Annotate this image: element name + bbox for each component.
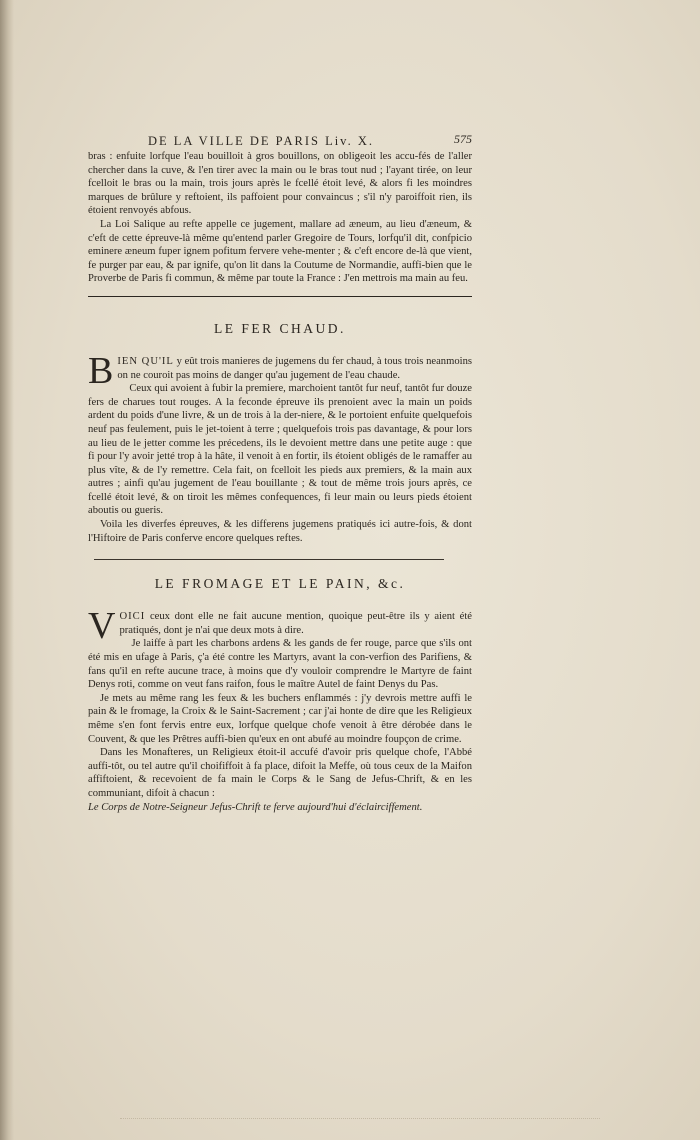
fromage-paragraph-3: Je mets au même rang les feux & les buchers enflammés : j'y devrois mettre auffi le pain & le fromage, la Croix & le Saint-Sacrement ; car j'ai honte de dire que les Religieux même s'en font fervis entre eux, lorfque quelque chofe venoit à être dérobée dans le Couvent, & que les Prêtres auffi-bien qu'eux en ont abufé au moindre foupçon de crime. [88,692,472,745]
text-block [88,128,472,814]
page-number: 575 [454,132,472,146]
drop-cap-b: B [88,349,114,392]
fromage-paragraph-4: Dans les Monafteres, un Religieux étoit-il accufé d'avoir pris quelque chofe, l'Abbé auffi-tôt, ou tel autre qu'il choififfoit à fa place, difoit la Meffe, où tous ceux de la Maifon affiftoient, & recevoient de fa main le Corps & le Sang de Jefus-Chrift, & en les communiant, difoit à chacun : [88,747,472,799]
drop-cap-v: V [88,605,116,648]
lead-capitals: OICI [119,611,146,623]
fer-chaud-paragraph-3: Voila les diverfes épreuves, & les differens jugemens pratiqués ici autre-fois, & dont l'Hiftoire de Paris conferve encore quelques reftes. [88,519,472,544]
fromage-closing-line: Le Corps de Notre-Seigneur Jefus-Chrift te ferve aujourd'hui d'éclairciffement. [88,801,423,813]
running-head-title: DE LA VILLE DE PARIS Liv. X. [148,134,375,148]
page-bottom-edge [120,1118,600,1129]
fromage-paragraph-2: Je laiffe à part les charbons ardens & les gands de fer rouge, parce que s'ils ont été mis en ufage à Paris, ç'a été contre les Martyrs, avant la con-verfion des Parifiens, & fans qu'il en refte aucune trace, à moins que d'y vouloir comprendre le Martyre de faint Denys roti, comme on veut fans raifon, fous le maître Autel de faint Denys du Pas. [88,638,472,691]
lead-text: ceux dont elle ne fait aucune mention, quoique peut-être ils y aient été pratiqués, dont je n'ai que deux mots à dire. [119,611,472,636]
running-head [88,128,472,150]
section-divider-1 [88,296,472,297]
lead-text: y eût trois manieres de jugemens du fer chaud, à tous trois neanmoins on ne couroit pas moins de danger qu'au jugement de l'eau chaude. [117,355,472,381]
page-spine-shadow [0,0,14,1140]
section-title-fromage-pain: LE FROMAGE ET LE PAIN, &c. [154,576,406,592]
intro-paragraph-2: La Loi Salique au refte appelle ce jugement, mallare ad æneum, au lieu d'æneum, & c'eft de cette épreuve-là même qu'entend parler Gregoire de Tours, lorfqu'il dit, confpicio eminere æneum fuper ignem pofitum fervere vehe-menter ; & c'eft encore de-là que vient, fe purger par eau, & par ignife, qu'on lit dans la Coutume de Normandie, auffi-bien que le Proverbe de Paris fi commun, & même par toute la France : J'en mettrois ma main au feu. [88,218,472,285]
fromage-paragraph-1 [88,605,472,648]
fer-chaud-paragraph-1 [88,349,472,392]
section-title-fer-chaud: LE FER CHAUD. [214,320,346,336]
intro-paragraph-1: bras : enfuite lorfque l'eau bouilloit à gros bouillons, on obligeoit les accu-fés de l'aller chercher dans la cuve, & l'en tirer avec la main ou le bras tout nud ; l'ayant tirée, on leur fcelloit le bras ou la main, trois jours après le fcellé étoit levé, & alors fi les moindres marques de brûlure y reftoient, ils paffoient pour convaincus ; s'il n'y paroiffoit rien, ils étoient renvoyés abfous. [88,151,472,217]
lead-capitals: IEN QU'IL [117,355,174,367]
fer-chaud-paragraph-2: Ceux qui avoient à fubir la premiere, marchoient tantôt fur neuf, tantôt fur douze fers de charues tout rouges. A la feconde épreuve ils prenoient avec la main un poids ardent du poids d'une livre, & un de trois à la der-niere, & le portoient enfuite quelquefois neuf pas feulement, puis le jet-toient à terre ; quelquefois trois pas davantage, & pour lors au lieu de le jetter comme les précedens, ils le devoient mettre dans une petite auge : que fi pour l'y avoir jetté trop à la hâte, il venoit à en fortir, ils étoient obligés de le ramaffer au plus vîte, & de l'y remettre. Cela fait, on fcelloit les pieds aux premiers, & la main aux autres ; ainfi qu'au jugement de l'eau bouillante ; & tout de même trois jours après, ce fcellé étoit levé, & on tiroit les mêmes confequences, fi leur main ou leurs pieds étoient aboutis ou gueris. [88,383,472,517]
section-divider-2 [94,559,444,560]
